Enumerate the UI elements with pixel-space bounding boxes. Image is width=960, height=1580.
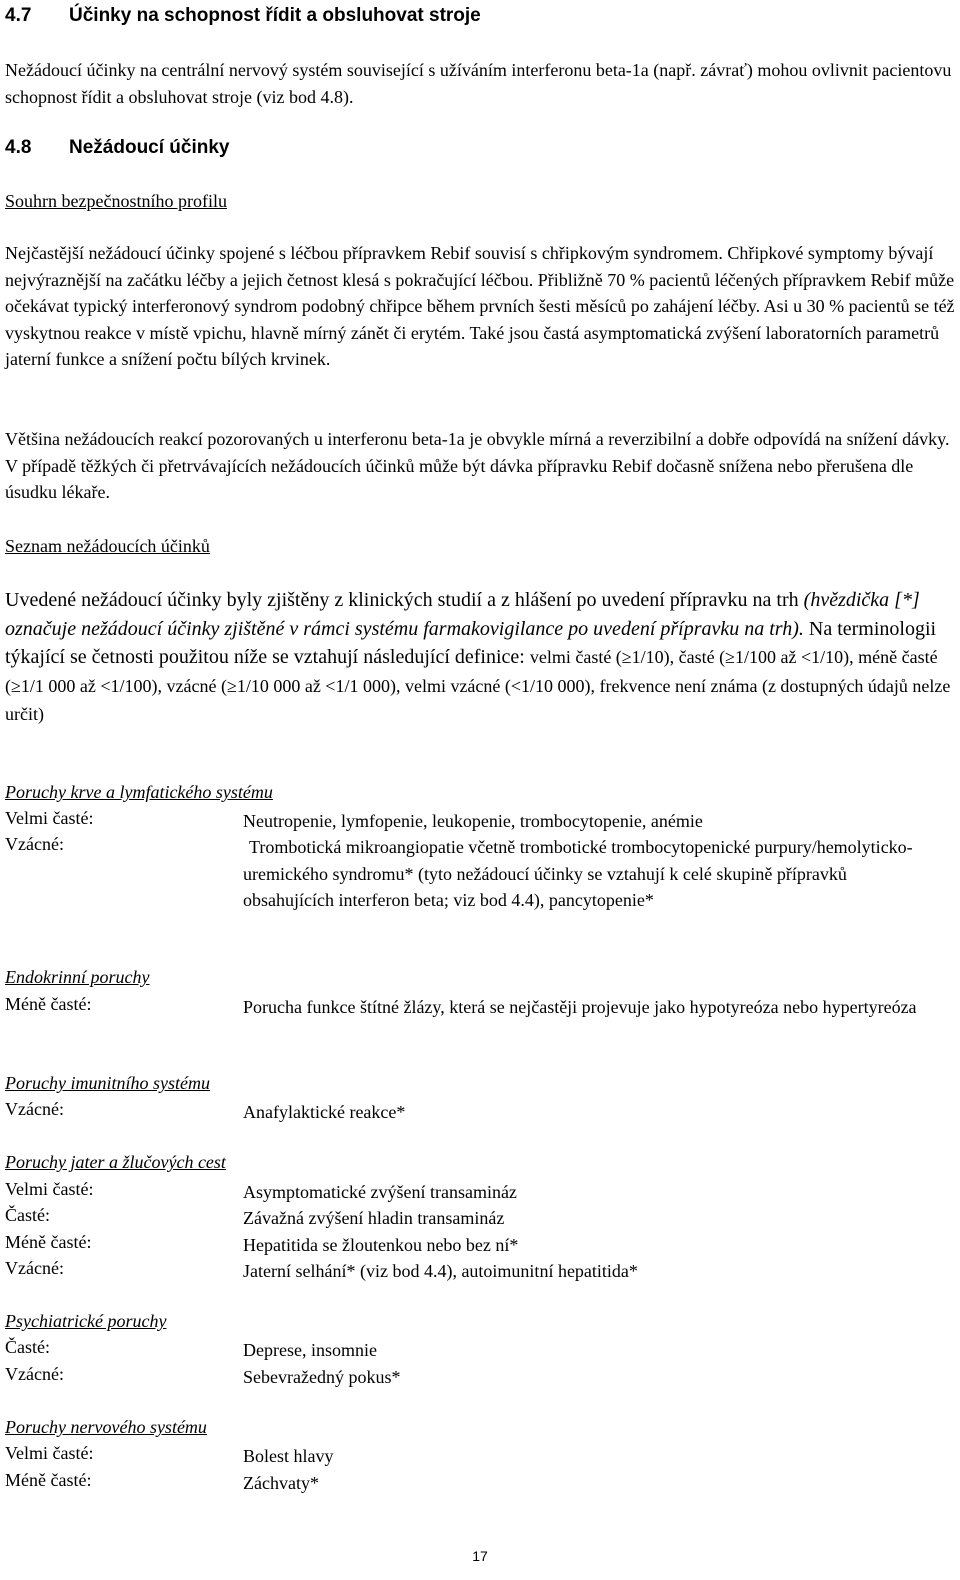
- soc-title-psychiatric: Psychiatrické poruchy: [5, 1311, 167, 1331]
- intro-asterisk-note: (hvězdička [*] označuje nežádoucí účinky zjištěné v rámci systému farmakovigilance po uvedení přípravku na trh).: [5, 589, 920, 640]
- frequency-label: Méně časté:: [5, 994, 92, 1014]
- frequency-label: Méně časté:: [5, 1470, 92, 1490]
- soc-title-blood: Poruchy krve a lymfatického systému: [5, 782, 273, 802]
- reaction-value: Anafylaktické reakce*: [243, 1102, 406, 1122]
- frequency-definitions: velmi časté (≥1/10), časté (≥1/100 až <1/10), méně časté (≥1/1 000 až <1/100), vzácné (≥1/10 000 až <1/1 000), velmi vzácné (<1/10 000), frekvence není známa (z dostupných údajů nelze určit): [5, 647, 951, 724]
- intro-part-a: Uvedené nežádoucí účinky byly zjištěny z klinických studií a z hlášení po uvedení přípravku na trh: [5, 589, 804, 611]
- safety-profile-heading: Souhrn bezpečnostního profilu: [5, 191, 227, 211]
- frequency-label: Časté:: [5, 1205, 50, 1225]
- frequency-label: Časté:: [5, 1337, 50, 1357]
- reaction-value: Bolest hlavy: [243, 1446, 334, 1466]
- frequency-intro-paragraph: [5, 586, 955, 729]
- reaction-value: Hepatitida se žloutenkou nebo bez ní*: [243, 1235, 519, 1255]
- reaction-value: Asymptomatické zvýšení transamináz: [243, 1182, 517, 1202]
- reaction-value: Závažná zvýšení hladin transamináz: [243, 1208, 505, 1228]
- dose-paragraph: Většina nežádoucích reakcí pozorovaných u interferonu beta-1a je obvykle mírná a reverzibilní a dobře odpovídá na snížení dávky. V případě těžkých či přetrvávajících nežádoucích účinků může být dávka přípravku Rebif dočasně snížena nebo přerušena dle úsudku lékaře.: [5, 429, 950, 502]
- reaction-value: Záchvaty*: [243, 1473, 319, 1493]
- frequency-label: Vzácné:: [5, 834, 64, 854]
- section-number: 4.7: [5, 5, 32, 26]
- section-title: Účinky na schopnost řídit a obsluhovat stroje: [69, 5, 481, 26]
- section-title: Nežádoucí účinky: [69, 137, 230, 158]
- frequency-label: Velmi časté:: [5, 1179, 94, 1199]
- reaction-value: Jaterní selhání* (viz bod 4.4), autoimunitní hepatitida*: [243, 1261, 638, 1281]
- adverse-list-heading: Seznam nežádoucích účinků: [5, 536, 210, 556]
- soc-title-nervous: Poruchy nervového systému: [5, 1417, 207, 1437]
- soc-title-immune: Poruchy imunitního systému: [5, 1073, 210, 1093]
- reaction-value: Sebevražedný pokus*: [243, 1367, 401, 1387]
- section-number: 4.8: [5, 137, 32, 158]
- frequency-label: Vzácné:: [5, 1099, 64, 1119]
- reaction-value: Porucha funkce štítné žlázy, která se nejčastěji projevuje jako hypotyreóza nebo hypertyreóza: [243, 997, 917, 1017]
- reaction-value: Neutropenie, lymfopenie, leukopenie, trombocytopenie, anémie: [243, 811, 703, 831]
- frequency-label: Vzácné:: [5, 1364, 64, 1384]
- intro-part-c: Na terminologii týkající se četnosti použitou níže se vztahují následující definice:: [5, 617, 937, 668]
- reaction-value: Trombotická mikroangiopatie včetně trombotické trombocytopenické purpury/hemolyticko-uremického syndromu* (tyto nežádoucí účinky se vztahují k celé skupině přípravků obsahujících interferon beta; viz bod 4.4), pancytopenie*: [243, 837, 913, 910]
- safety-summary-paragraph: Nejčastější nežádoucí účinky spojené s léčbou přípravkem Rebif souvisí s chřipkovým syndromem. Chřipkové symptomy bývají nejvýraznější na začátku léčby a jejich četnost klesá s pokračující léčbou. Přibližně 70 % pacientů léčených přípravkem Rebif může očekávat typický interferonový syndrom podobný chřipce během prvních šesti měsíců po zahájení léčby. Asi u 30 % pacientů se též vyskytnou reakce v místě vpichu, hlavně mírný zánět či erytém. Také jsou častá asymptomatická zvýšení laboratorních parametrů jaterní funkce a snížení počtu bílých krvinek.: [5, 243, 955, 369]
- frequency-label: Méně časté:: [5, 1232, 92, 1252]
- frequency-label: Vzácné:: [5, 1258, 64, 1278]
- soc-title-hepatobiliary: Poruchy jater a žlučových cest: [5, 1152, 226, 1172]
- reaction-value: Deprese, insomnie: [243, 1340, 377, 1360]
- frequency-label: Velmi časté:: [5, 1443, 94, 1463]
- frequency-label: Velmi časté:: [5, 808, 94, 828]
- soc-title-endocrine: Endokrinní poruchy: [5, 967, 150, 987]
- driving-paragraph: Nežádoucí účinky na centrální nervový systém související s užíváním interferonu beta-1a (např. závrať) mohou ovlivnit pacientovu schopnost řídit a obsluhovat stroje (viz bod 4.8).: [5, 60, 952, 107]
- page-number: 17: [472, 1548, 488, 1564]
